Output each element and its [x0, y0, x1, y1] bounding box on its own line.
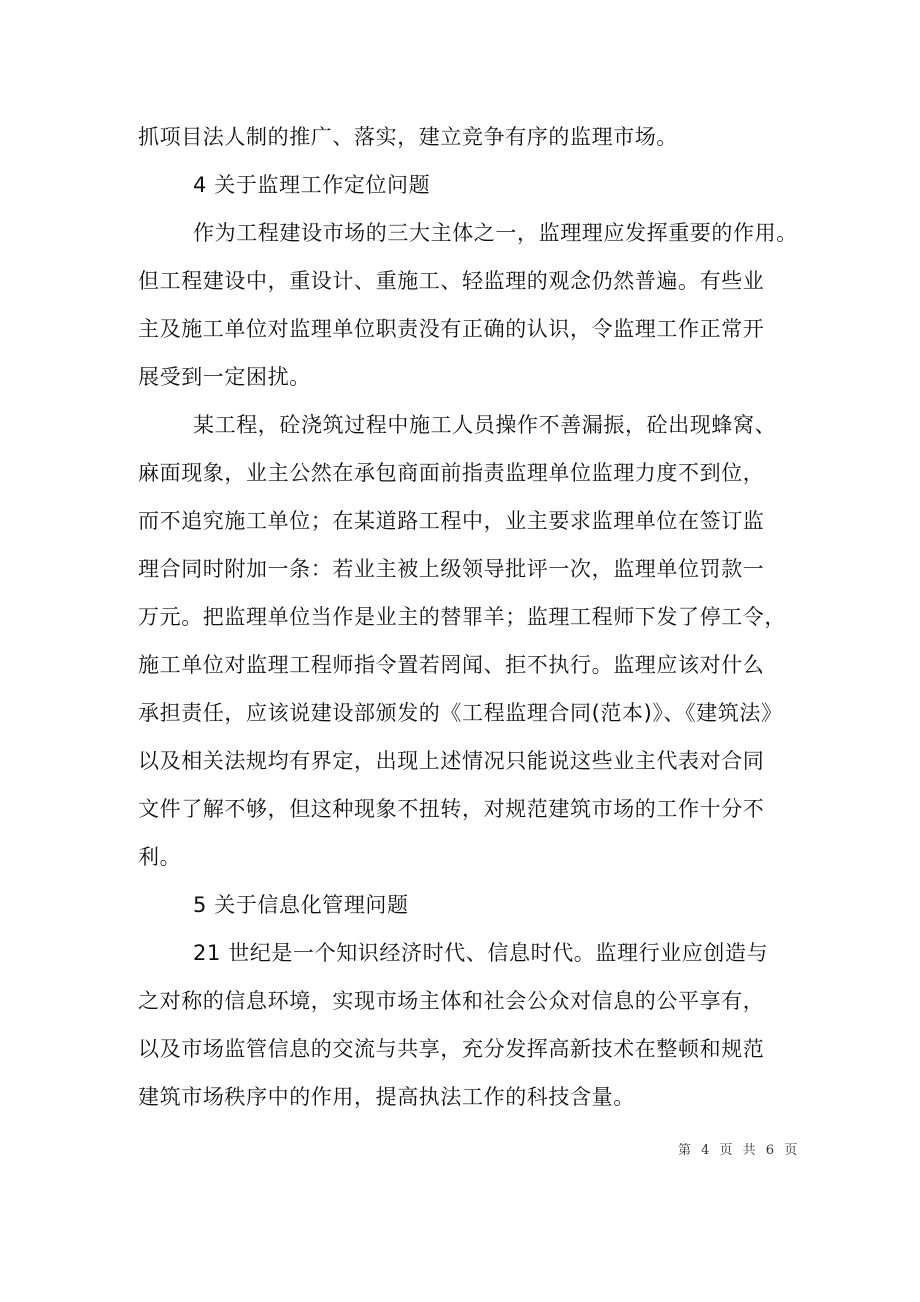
text-line: 以及相关法规均有界定，出现上述情况只能说这些业主代表对合同 — [138, 749, 765, 773]
text-line: 承担责任，应该说建设部颁发的《工程监理合同(范本)》、《建筑法》 — [138, 701, 783, 725]
text-line: 万元。把监理单位当作是业主的替罪羊；监理工程师下发了停工令， — [138, 605, 786, 629]
text-line: 施工单位对监理工程师指令置若罔闻、拒不执行。监理应该对什么 — [138, 653, 765, 677]
text-line: 文件了解不够，但这种现象不扭转，对规范建筑市场的工作十分不 — [138, 797, 765, 821]
text-line: 理合同时附加一条：若业主被上级领导批评一次，监理单位罚款一 — [138, 557, 765, 581]
text-line: 21 世纪是一个知识经济时代、信息时代。监理行业应创造与 — [193, 941, 769, 965]
text-line: 但工程建设中，重设计、重施工、轻监理的观念仍然普遍。有些业 — [138, 269, 765, 293]
text-line: 建筑市场秩序中的作用，提高执法工作的科技含量。 — [138, 1085, 635, 1109]
text-line: 展受到一定困扰。 — [138, 365, 311, 389]
text-line: 抓项目法人制的推广、落实，建立竞争有序的监理市场。 — [138, 125, 678, 149]
page-number: 第 4 页 共 6 页 — [678, 1143, 801, 1158]
text-line: 作为工程建设市场的三大主体之一，监理理应发挥重要的作用。 — [193, 221, 798, 245]
text-line: 以及市场监管信息的交流与共享，充分发挥高新技术在整顿和规范 — [138, 1037, 765, 1061]
text-line: 利。 — [138, 845, 182, 869]
text-line: 某工程，砼浇筑过程中施工人员操作不善漏振，砼出现蜂窝、 — [193, 413, 777, 437]
text-line: 麻面现象，业主公然在承包商面前指责监理单位监理力度不到位， — [138, 461, 765, 485]
text-line: 而不追究施工单位；在某道路工程中，业主要求监理单位在签订监 — [138, 509, 765, 533]
section-heading: 5 关于信息化管理问题 — [193, 893, 409, 917]
section-heading: 4 关于监理工作定位问题 — [193, 173, 431, 197]
text-line: 之对称的信息环境，实现市场主体和社会公众对信息的公平享有， — [138, 989, 765, 1013]
text-line: 主及施工单位对监理单位职责没有正确的认识，令监理工作正常开 — [138, 317, 765, 341]
